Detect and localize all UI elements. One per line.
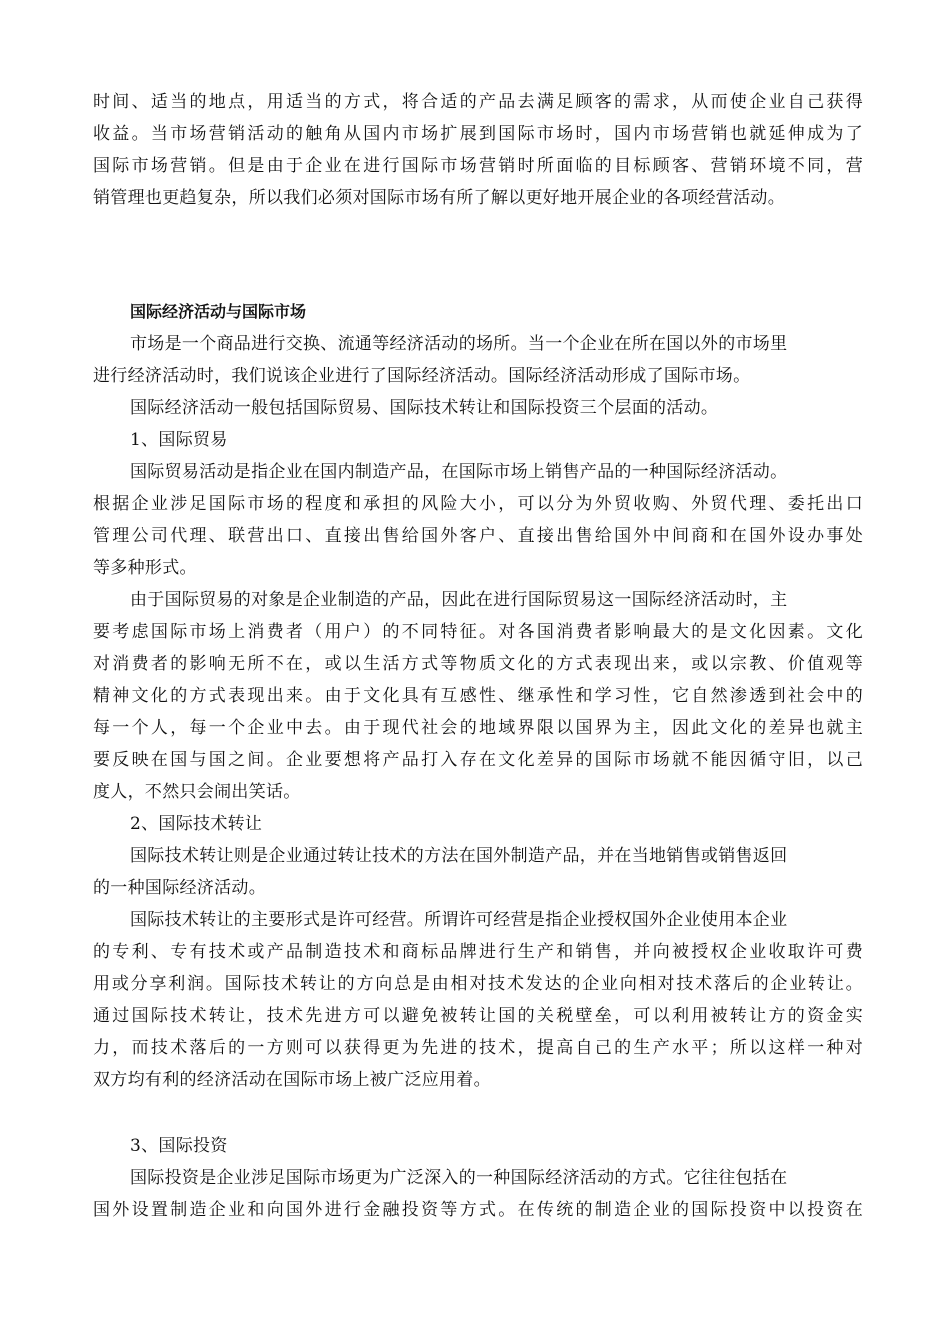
spacer xyxy=(93,214,863,296)
section-heading: 国际经济活动与国际市场 xyxy=(130,302,307,321)
text-line: 的一种国际经济活动。 xyxy=(93,878,266,898)
text-line: 要反映在国与国之间。企业要想将产品打入存在文化差异的国际市场就不能因循守旧，以己 xyxy=(93,750,863,770)
text-line: 的专利、专有技术或产品制造技术和商标品牌进行生产和销售，并向被授权企业收取许可费 xyxy=(93,942,863,962)
text-line: 根据企业涉足国际市场的程度和承担的风险大小，可以分为外贸收购、外贸代理、委托出口 xyxy=(93,494,863,514)
text-line: 国际投资是企业涉足国际市场更为广泛深入的一种国际经济活动的方式。它往往包括在 xyxy=(130,1168,788,1188)
text-line: 销管理也更趋复杂，所以我们必须对国际市场有所了解以更好地开展企业的各项经营活动。 xyxy=(93,188,785,208)
text-line: 进行经济活动时，我们说该企业进行了国际经济活动。国际经济活动形成了国际市场。 xyxy=(93,366,751,386)
subsection-title-tech: 2、国际技术转让 xyxy=(130,814,263,834)
text-line: 国外设置制造企业和向国外进行金融投资等方式。在传统的制造企业的国际投资中以投资在 xyxy=(93,1200,863,1220)
market-paragraph xyxy=(93,328,863,392)
text-line: 度人，不然只会闹出笑话。 xyxy=(93,782,301,802)
text-line: 通过国际技术转让，技术先进方可以避免被转让国的关税壁垒，可以利用被转让方的资金实 xyxy=(93,1006,863,1026)
text-line: 要考虑国际市场上消费者（用户）的不同特征。对各国消费者影响最大的是文化因素。文化 xyxy=(93,622,863,642)
text-line: 市场是一个商品进行交换、流通等经济活动的场所。当一个企业在所在国以外的市场里 xyxy=(130,334,788,354)
text-line: 收益。当市场营销活动的触角从国内市场扩展到国际市场时，国内市场营销也就延伸成为了 xyxy=(93,124,863,144)
trade-paragraph-2 xyxy=(93,584,863,808)
text-line: 力，而技术落后的一方则可以获得更为先进的技术，提高自己的生产水平；所以这样一种对 xyxy=(93,1038,863,1058)
tech-paragraph-1 xyxy=(93,840,863,904)
text-line: 对消费者的影响无所不在，或以生活方式等物质文化的方式表现出来，或以宗教、价值观等 xyxy=(93,654,863,674)
trade-paragraph-1 xyxy=(93,456,863,584)
intro-paragraph xyxy=(93,86,863,214)
text-line: 国际贸易活动是指企业在国内制造产品，在国际市场上销售产品的一种国际经济活动。 xyxy=(130,462,788,482)
text-line: 用或分享利润。国际技术转让的方向总是由相对技术发达的企业向相对技术落后的企业转让。 xyxy=(93,974,863,994)
subsection-title-invest: 3、国际投资 xyxy=(130,1136,228,1156)
subsection-title-trade: 1、国际贸易 xyxy=(130,430,228,450)
text-line: 每一个人，每一个企业中去。由于现代社会的地域界限以国界为主，因此文化的差异也就主 xyxy=(93,718,863,738)
spacer xyxy=(93,1096,863,1130)
text-line: 国际技术转让则是企业通过转让技术的方法在国外制造产品，并在当地销售或销售返回 xyxy=(130,846,788,866)
text-line: 时间、适当的地点，用适当的方式，将合适的产品去满足顾客的需求，从而使企业自己获得 xyxy=(93,92,863,112)
text-line: 双方均有利的经济活动在国际市场上被广泛应用着。 xyxy=(93,1070,491,1090)
levels-paragraph: 国际经济活动一般包括国际贸易、国际技术转让和国际投资三个层面的活动。 xyxy=(130,398,719,418)
text-line: 等多种形式。 xyxy=(93,558,197,578)
document-page xyxy=(93,86,863,1226)
text-line: 管理公司代理、联营出口、直接出售给国外客户、直接出售给国外中间商和在国外设办事处 xyxy=(93,526,863,546)
text-line: 国际技术转让的主要形式是许可经营。所谓许可经营是指企业授权国外企业使用本企业 xyxy=(130,910,788,930)
text-line: 国际市场营销。但是由于企业在进行国际市场营销时所面临的目标顾客、营销环境不同，营 xyxy=(93,156,863,176)
text-line: 精神文化的方式表现出来。由于文化具有互感性、继承性和学习性，它自然渗透到社会中的 xyxy=(93,686,863,706)
text-line: 由于国际贸易的对象是企业制造的产品，因此在进行国际贸易这一国际经济活动时，主 xyxy=(130,590,788,610)
invest-paragraph xyxy=(93,1162,863,1226)
tech-paragraph-2 xyxy=(93,904,863,1096)
